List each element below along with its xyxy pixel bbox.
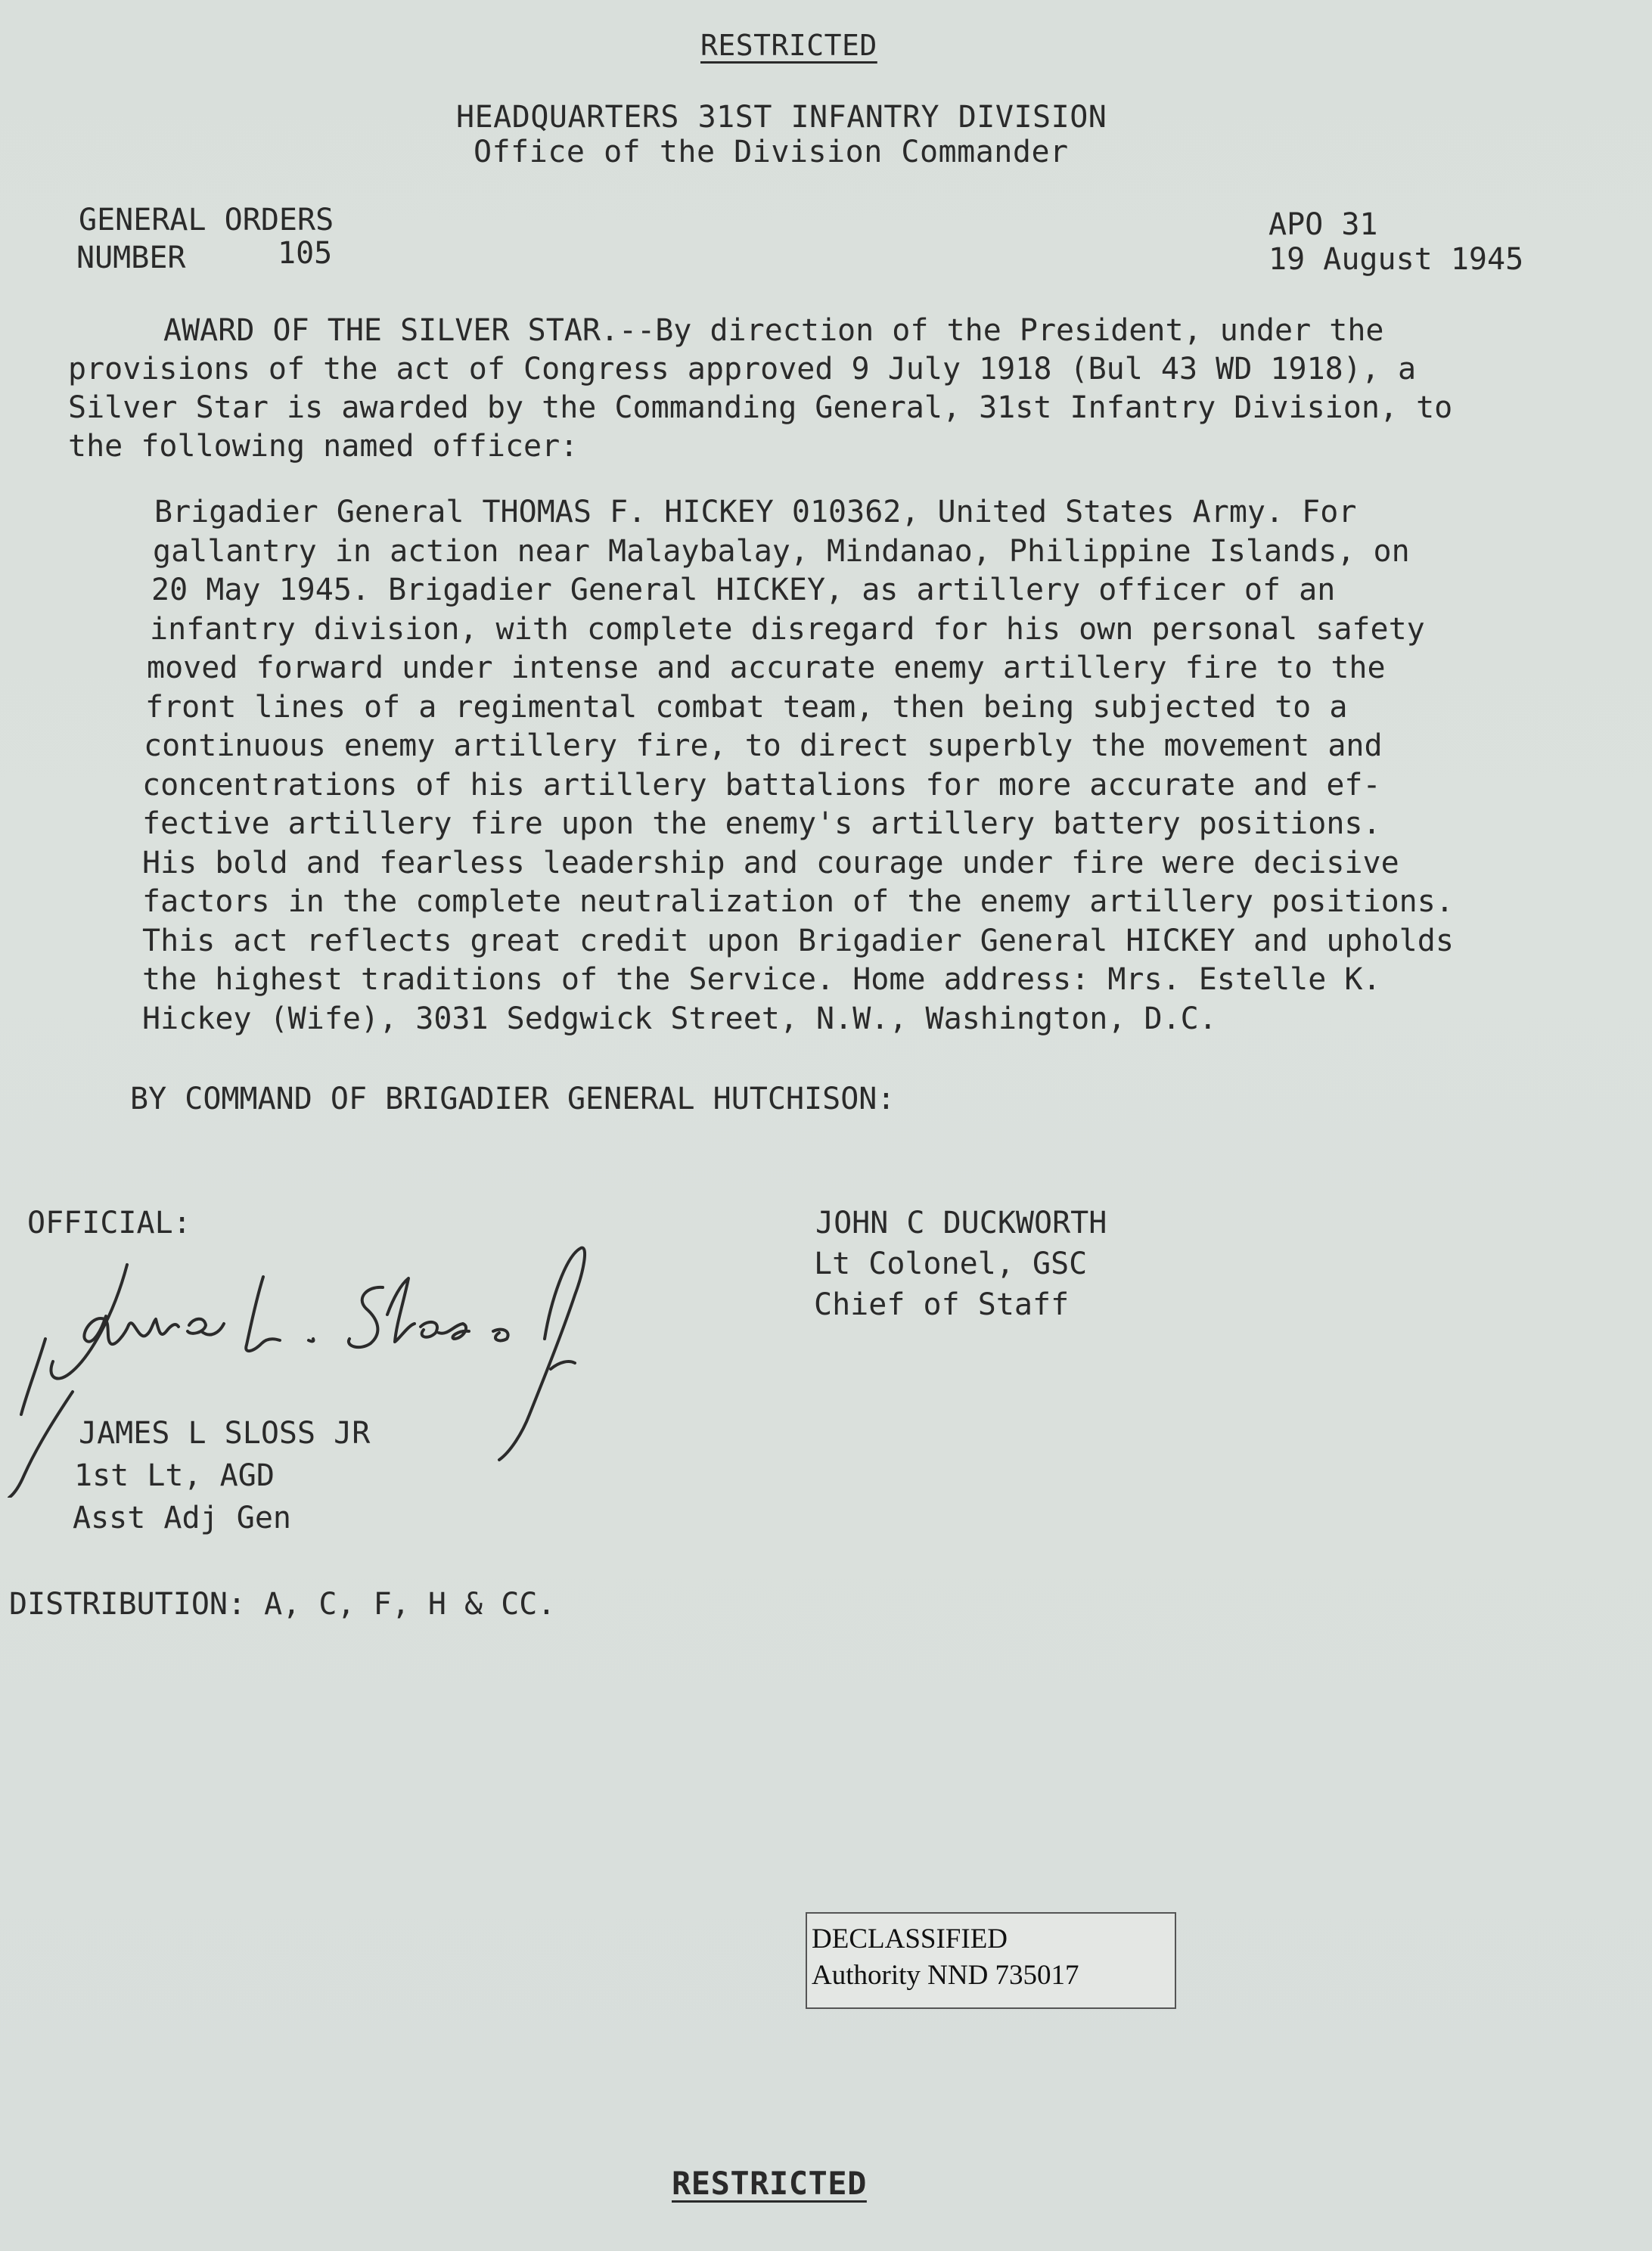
- citation-line: infantry division, with complete disregard for his own personal safety: [150, 611, 1425, 647]
- award-intro: [68, 312, 1452, 466]
- citation-line: the highest traditions of the Service. Home address: Mrs. Estelle K.: [142, 962, 1381, 997]
- distribution-line: DISTRIBUTION: A, C, F, H & CC.: [9, 1587, 556, 1622]
- number-label: NUMBER: [76, 241, 186, 275]
- order-date: 19 August 1945: [1268, 242, 1524, 277]
- award-intro-line: the following named officer:: [68, 429, 579, 464]
- chief-title: Chief of Staff: [814, 1287, 1070, 1322]
- official-rank: 1st Lt, AGD: [74, 1458, 275, 1493]
- award-intro-line: provisions of the act of Congress approved 9 July 1918 (Bul 43 WD 1918), a: [68, 352, 1417, 387]
- citation-line: 20 May 1945. Brigadier General HICKEY, as artillery officer of an: [151, 573, 1336, 607]
- citation-line: continuous enemy artillery fire, to direct superbly the movement and: [144, 728, 1383, 763]
- declassified-authority: Authority NND 735017: [812, 1960, 1079, 1991]
- award-intro-line: AWARD OF THE SILVER STAR.--By direction of the President, under the: [163, 313, 1384, 348]
- chief-name: JOHN C DUCKWORTH: [815, 1206, 1107, 1240]
- citation-line: fective artillery fire upon the enemy's artillery battery positions.: [142, 806, 1381, 841]
- citation-line: front lines of a regimental combat team, then being subjected to a: [145, 689, 1348, 725]
- chief-rank: Lt Colonel, GSC: [814, 1247, 1088, 1281]
- office-line: Office of the Division Commander: [474, 135, 1069, 169]
- declassified-label: DECLASSIFIED: [812, 1923, 1008, 1954]
- citation-line: His bold and fearless leadership and courage under fire were decisive: [142, 845, 1399, 880]
- award-intro-line: Silver Star is awarded by the Commanding General, 31st Infantry Division, to: [68, 390, 1453, 425]
- declassified-stamp: [806, 1912, 1176, 2009]
- signature-image: [0, 1225, 651, 1498]
- official-name: JAMES L SLOSS JR: [79, 1416, 371, 1451]
- citation-line: concentrations of his artillery battalions for more accurate and ef-: [142, 767, 1381, 803]
- hq-line: HEADQUARTERS 31ST INFANTRY DIVISION: [456, 100, 1107, 135]
- citation-line: Brigadier General THOMAS F. HICKEY 010362, United States Army. For: [154, 495, 1357, 529]
- command-line: BY COMMAND OF BRIGADIER GENERAL HUTCHISON:: [130, 1082, 896, 1116]
- apo: APO 31: [1268, 207, 1378, 242]
- restricted-top: RESTRICTED: [700, 29, 877, 62]
- citation: [142, 493, 1454, 1039]
- citation-line: Hickey (Wife), 3031 Sedgwick Street, N.W., Washington, D.C.: [142, 1001, 1217, 1036]
- citation-line: factors in the complete neutralization of the enemy artillery positions.: [142, 884, 1454, 919]
- official-label: OFFICIAL:: [27, 1206, 191, 1240]
- official-title: Asst Adj Gen: [73, 1501, 291, 1535]
- order-number: 105: [278, 236, 333, 271]
- general-orders-label: GENERAL ORDERS: [79, 203, 334, 238]
- citation-line: gallantry in action near Malaybalay, Mindanao, Philippine Islands, on: [153, 533, 1410, 569]
- citation-line: moved forward under intense and accurate enemy artillery fire to the: [147, 650, 1386, 685]
- citation-line: This act reflects great credit upon Brigadier General HICKEY and upholds: [142, 923, 1454, 958]
- restricted-bottom: RESTRICTED: [672, 2165, 867, 2202]
